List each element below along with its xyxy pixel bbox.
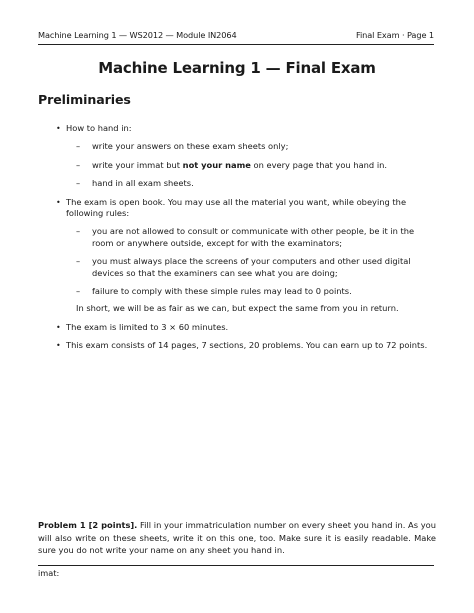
bullet-text: This exam consists of 14 pages, 7 sections, 20 problems. You can earn up to 72 points. <box>66 340 428 351</box>
sub-item-emphasis: not your name <box>182 159 251 170</box>
sub-item <box>66 141 436 152</box>
problem-label: Problem 1 [2 points]. <box>38 520 138 530</box>
dash-marker: – <box>76 141 81 152</box>
sub-item-text: write your answers on these exam sheets only; <box>92 141 289 152</box>
header-page-label: Final Exam · Page 1 <box>355 30 434 40</box>
bullet-hand-in <box>56 123 436 190</box>
page-header <box>38 30 434 40</box>
header-course: Machine Learning 1 — WS2012 — Module IN2064 <box>38 30 237 40</box>
bullet-time-limit <box>56 322 436 333</box>
bullet-dot: • <box>56 322 61 332</box>
dash-marker: – <box>76 178 81 189</box>
sub-item <box>66 160 436 171</box>
sub-item-text: you must always place the screens of your computers and other used digital devices so that the examiners can see what you are doing; <box>92 256 411 278</box>
sub-item-text: on every page that you hand in. <box>250 159 388 170</box>
sub-item <box>66 286 436 297</box>
dash-marker: – <box>76 159 81 170</box>
sub-item <box>66 178 436 189</box>
sub-item <box>66 256 436 279</box>
sub-item-text: you are not allowed to consult or communicate with other people, be it in the room or anywhere outside, except for with the examinators; <box>92 226 415 248</box>
bullet-text: How to hand in: <box>66 123 132 133</box>
bullet-text: The exam is open book. You may use all the material you want, while obeying the following rules: <box>66 196 407 219</box>
bullet-dot: • <box>56 197 61 207</box>
preliminaries-list <box>56 123 436 359</box>
bullet-open-book <box>56 197 436 315</box>
dash-marker: – <box>76 286 81 297</box>
footer-rule <box>38 565 434 566</box>
sub-item-text: hand in all exam sheets. <box>92 178 194 189</box>
problem-text: Fill in your immatriculation number on every sheet you hand in. As you will also write on these sheets, write it on this one, too. Make sure it is easily readable. Make sure you do not write your name on any sheet you hand in. <box>38 520 436 556</box>
sub-item <box>66 226 436 249</box>
dash-marker: – <box>76 256 81 267</box>
section-heading: Preliminaries <box>38 92 131 107</box>
fairness-note: In short, we will be as fair as we can, but expect the same from you in return. <box>76 303 399 314</box>
bullet-dot: • <box>56 341 61 351</box>
sub-item-text: write your immat but <box>92 159 183 170</box>
problem-1 <box>38 519 436 557</box>
sub-item-text: failure to comply with these simple rules may lead to 0 points. <box>92 286 352 297</box>
imat-field-label: imat: <box>38 568 60 578</box>
dash-marker: – <box>76 226 81 237</box>
bullet-dot: • <box>56 124 61 133</box>
header-rule <box>38 44 434 45</box>
bullet-text: The exam is limited to 3 × 60 minutes. <box>66 321 229 332</box>
exam-title: Machine Learning 1 — Final Exam <box>98 59 376 77</box>
bullet-exam-structure <box>56 340 436 351</box>
